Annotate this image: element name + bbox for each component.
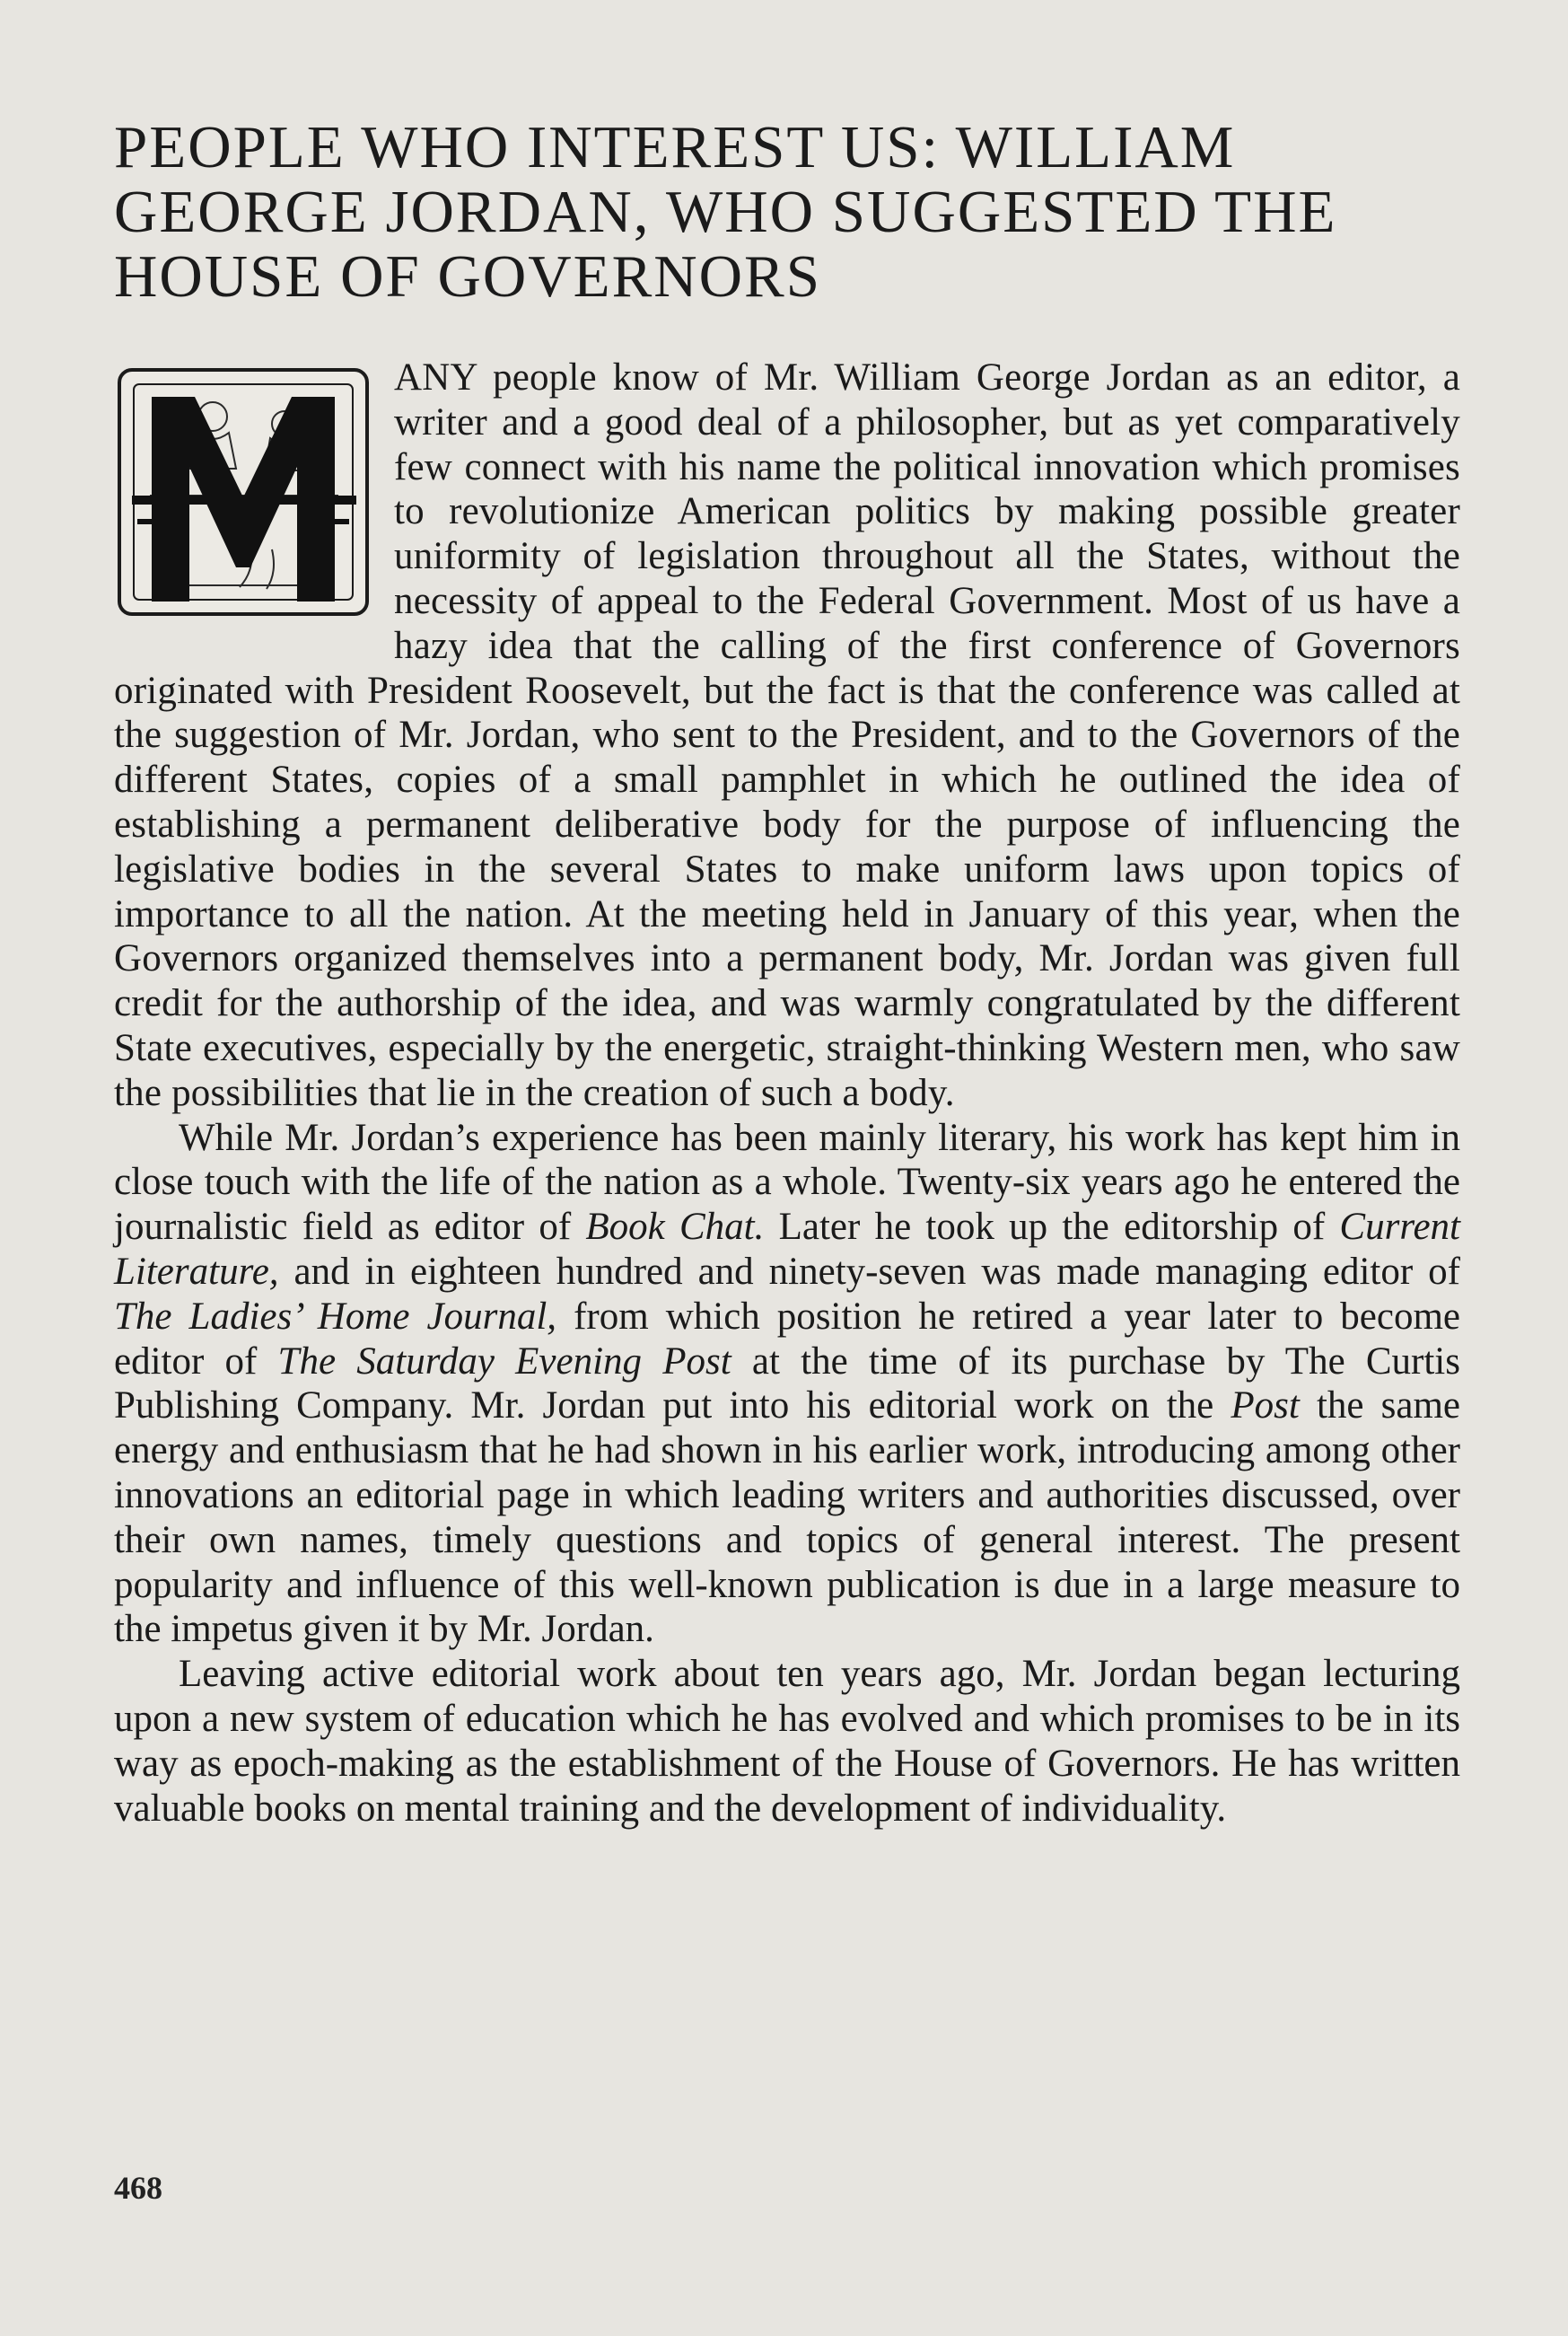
publication-title-saturday-evening-post: The Saturday Evening Post [277,1339,731,1383]
publication-title-post: Post [1231,1384,1300,1427]
paragraph-2-text-b: Later he took up the editorship of [764,1206,1340,1249]
article-title: PEOPLE WHO INTEREST US: WILLIAM GEORGE JORDAN, WHO SUGGESTED THE HOUSE OF GOVERNORS [114,114,1337,310]
publication-title-current-literature: Current Literature, [114,1206,1460,1293]
drop-cap-illustration [114,361,374,621]
paragraph-3: Leaving active editorial work about ten years ago, Mr. Jordan began lecturing upon a new system of education which he has evolved and which promises to be in its way as epoch-making as the establishment of the House of Governors. He has written valuable books on mental training and the development of individuality. [114,1653,1460,1830]
paragraph-2-text-f: the same energy and enthusiasm that he had shown in his earlier work, introducing among other innovations an editorial page in which leading writers and authorities discussed, over their own names, timely questions and topics of general interest. The present popularity and influence of this well-known publication is due in a large measure to the impetus given it by Mr. Jordan. [114,1384,1460,1651]
paragraph-2-text-d: from which position he retired a year later to become editor of [114,1295,1460,1383]
publication-title-ladies-home-journal: The Ladies’ Home Journal, [114,1295,557,1338]
paragraph-2-text-e: at the time of its purchase by The Curtis Publishing Company. Mr. Jordan put into his editorial work on the [114,1339,1460,1427]
article-body [114,356,1460,1831]
publication-title-book-chat: Book Chat. [585,1206,765,1249]
paragraph-2-text-c: and in eighteen hundred and ninety-seven was made managing editor of [278,1250,1460,1293]
paragraph-2-text-a: While Mr. Jordan’s experience has been mainly literary, his work has kept him in close touch with the life of the nation as a whole. Twenty-six years ago he entered the journalistic field as editor of [114,1116,1460,1249]
paragraph-1-text: ANY people know of Mr. William George Jordan as an editor, a writer and a good deal of a philosopher, but as yet comparatively few connect with his name the political innovation which promises to revolutionize American politics by making possible greater uniformity of legislation throughout all the States, without the necessity of appeal to the Federal Government. Most of us have a hazy idea that the calling of the first conference of Governors originated with President Roosevelt, but the fact is that the conference was called at the suggestion of Mr. Jordan, who sent to the President, and to the Governors of the different States, copies of a small pamphlet in which he outlined the idea of establishing a permanent deliberative body for the purpose of influencing the legislative bodies in the several States to make uniform laws upon topics of importance to all the nation. At the meeting held in January of this year, when the Governors organized themselves into a permanent body, Mr. Jordan was given full credit for the authorship of the idea, and was warmly congratulated by the different State executives, especially by the energetic, straight-thinking Western men, who saw the possibilities that lie in the creation of such a body. [114,356,1460,1114]
article-page [114,115,1460,1831]
page-number: 468 [114,2170,162,2206]
paragraph-2 [114,1116,1460,1653]
